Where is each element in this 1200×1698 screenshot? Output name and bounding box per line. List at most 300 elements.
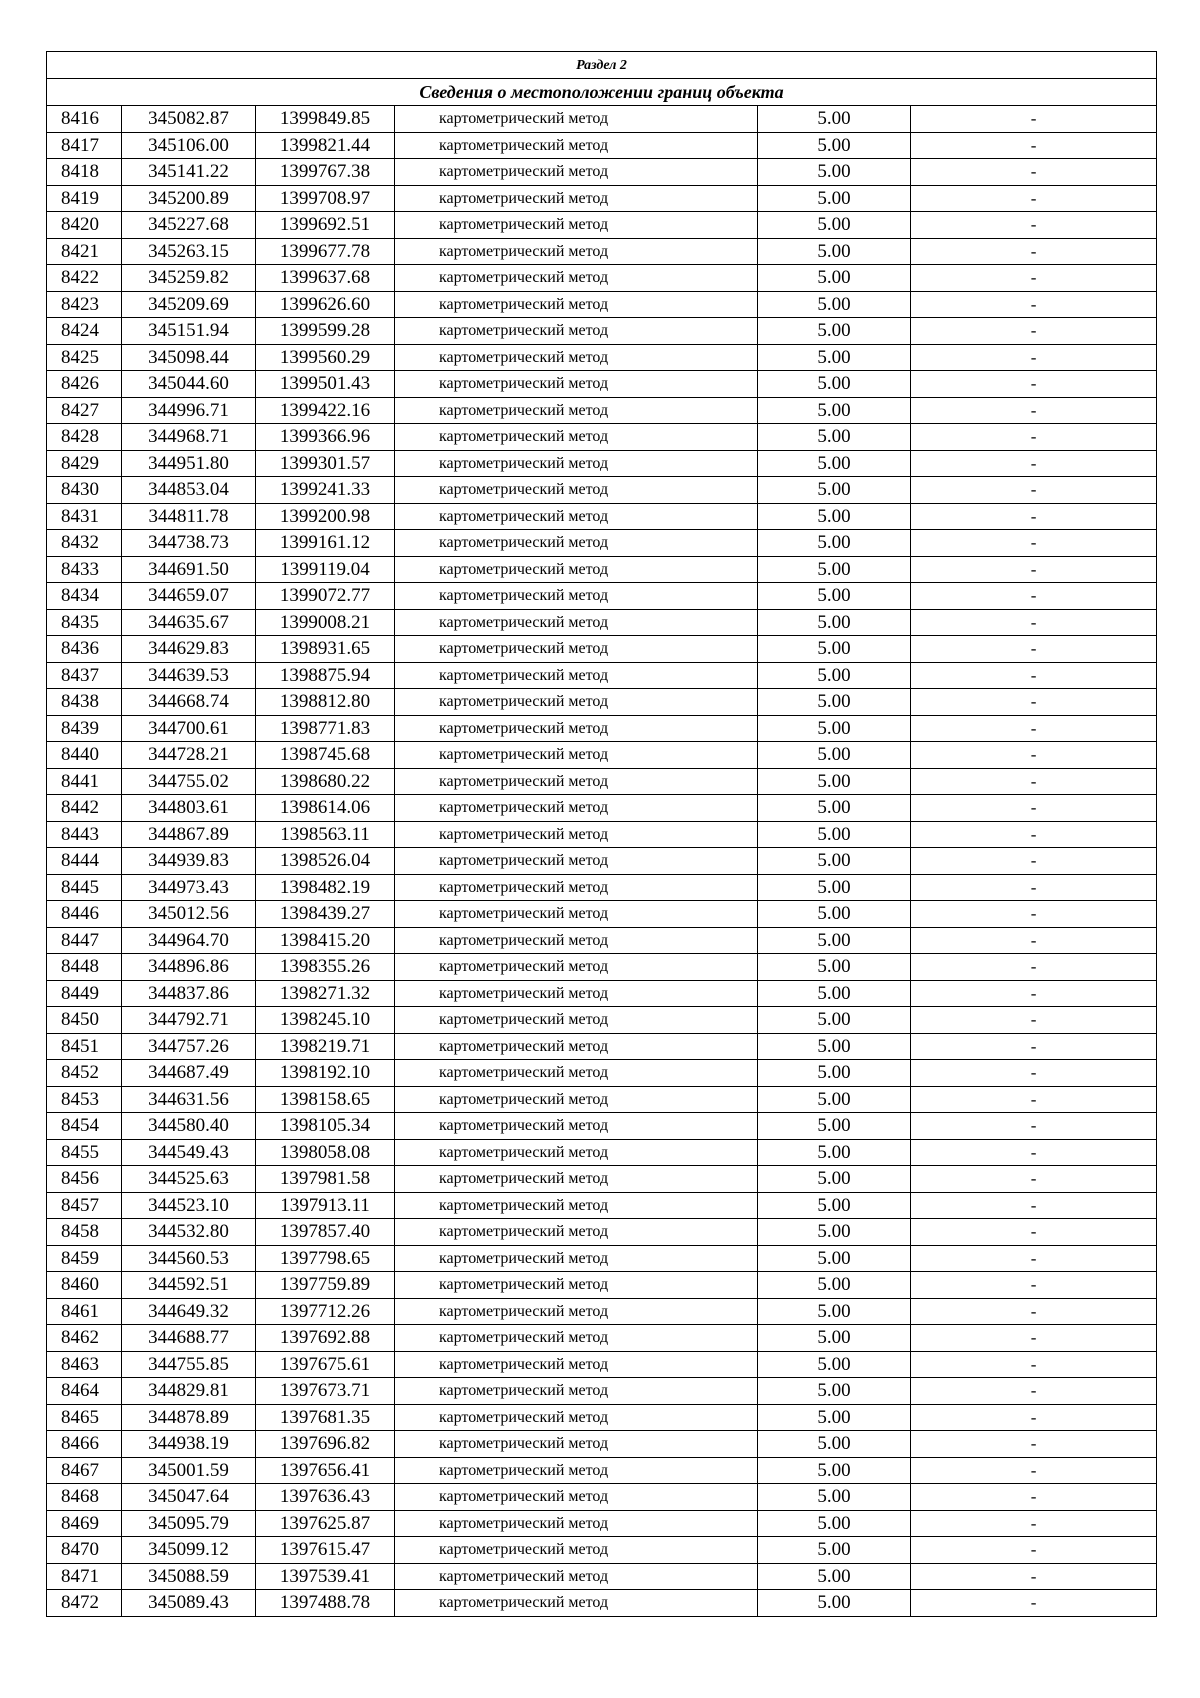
coord-y-cell: 1398680.22 (256, 768, 395, 795)
note-cell: - (911, 265, 1157, 292)
accuracy-cell: 5.00 (758, 556, 911, 583)
method-cell: картометрический метод (395, 583, 758, 610)
coord-y-cell: 1399637.68 (256, 265, 395, 292)
point-number-cell: 8455 (47, 1139, 122, 1166)
point-number-cell: 8454 (47, 1113, 122, 1140)
note-cell: - (911, 636, 1157, 663)
accuracy-cell: 5.00 (758, 1537, 911, 1564)
accuracy-cell: 5.00 (758, 1113, 911, 1140)
point-number-cell: 8438 (47, 689, 122, 716)
method-cell: картометрический метод (395, 1086, 758, 1113)
coord-y-cell: 1398614.06 (256, 795, 395, 822)
table-row (47, 1060, 1157, 1087)
coord-x-cell: 344580.40 (122, 1113, 256, 1140)
table-row (47, 662, 1157, 689)
method-cell: картометрический метод (395, 821, 758, 848)
method-cell: картометрический метод (395, 954, 758, 981)
point-number-cell: 8460 (47, 1272, 122, 1299)
point-number-cell: 8443 (47, 821, 122, 848)
accuracy-cell: 5.00 (758, 450, 911, 477)
method-cell: картометрический метод (395, 318, 758, 345)
accuracy-cell: 5.00 (758, 1033, 911, 1060)
point-number-cell: 8449 (47, 980, 122, 1007)
table-row (47, 106, 1157, 133)
accuracy-cell: 5.00 (758, 503, 911, 530)
coord-y-cell: 1397673.71 (256, 1378, 395, 1405)
point-number-cell: 8433 (47, 556, 122, 583)
point-number-cell: 8440 (47, 742, 122, 769)
point-number-cell: 8427 (47, 397, 122, 424)
coord-y-cell: 1398875.94 (256, 662, 395, 689)
coord-x-cell: 345044.60 (122, 371, 256, 398)
table-row (47, 397, 1157, 424)
point-number-cell: 8424 (47, 318, 122, 345)
note-cell: - (911, 344, 1157, 371)
coord-x-cell: 344811.78 (122, 503, 256, 530)
coord-x-cell: 344700.61 (122, 715, 256, 742)
coord-y-cell: 1398245.10 (256, 1007, 395, 1034)
note-cell: - (911, 1139, 1157, 1166)
table-row (47, 1457, 1157, 1484)
note-cell: - (911, 1457, 1157, 1484)
point-number-cell: 8441 (47, 768, 122, 795)
accuracy-cell: 5.00 (758, 1590, 911, 1617)
coord-y-cell: 1399422.16 (256, 397, 395, 424)
point-number-cell: 8428 (47, 424, 122, 451)
accuracy-cell: 5.00 (758, 1325, 911, 1352)
table-row (47, 1245, 1157, 1272)
coord-y-cell: 1399366.96 (256, 424, 395, 451)
method-cell: картометрический метод (395, 477, 758, 504)
point-number-cell: 8429 (47, 450, 122, 477)
point-number-cell: 8471 (47, 1563, 122, 1590)
note-cell: - (911, 238, 1157, 265)
point-number-cell: 8425 (47, 344, 122, 371)
table-row (47, 1086, 1157, 1113)
coord-y-cell: 1399072.77 (256, 583, 395, 610)
method-cell: картометрический метод (395, 1245, 758, 1272)
accuracy-cell: 5.00 (758, 344, 911, 371)
coord-x-cell: 345001.59 (122, 1457, 256, 1484)
coord-x-cell: 344649.32 (122, 1298, 256, 1325)
method-cell: картометрический метод (395, 609, 758, 636)
accuracy-cell: 5.00 (758, 1139, 911, 1166)
method-cell: картометрический метод (395, 901, 758, 928)
coord-y-cell: 1397798.65 (256, 1245, 395, 1272)
method-cell: картометрический метод (395, 874, 758, 901)
point-number-cell: 8452 (47, 1060, 122, 1087)
accuracy-cell: 5.00 (758, 742, 911, 769)
point-number-cell: 8457 (47, 1192, 122, 1219)
accuracy-cell: 5.00 (758, 132, 911, 159)
coord-x-cell: 345098.44 (122, 344, 256, 371)
coord-x-cell: 345088.59 (122, 1563, 256, 1590)
table-row (47, 1007, 1157, 1034)
accuracy-cell: 5.00 (758, 980, 911, 1007)
table-row (47, 1590, 1157, 1617)
note-cell: - (911, 662, 1157, 689)
table-row (47, 238, 1157, 265)
point-number-cell: 8439 (47, 715, 122, 742)
method-cell: картометрический метод (395, 1590, 758, 1617)
note-cell: - (911, 1086, 1157, 1113)
note-cell: - (911, 185, 1157, 212)
note-cell: - (911, 1007, 1157, 1034)
coord-x-cell: 344631.56 (122, 1086, 256, 1113)
table-row (47, 212, 1157, 239)
coord-y-cell: 1399301.57 (256, 450, 395, 477)
coord-y-cell: 1398192.10 (256, 1060, 395, 1087)
point-number-cell: 8451 (47, 1033, 122, 1060)
method-cell: картометрический метод (395, 556, 758, 583)
table-title-row (47, 79, 1157, 106)
table-row (47, 291, 1157, 318)
coord-x-cell: 345099.12 (122, 1537, 256, 1564)
note-cell: - (911, 901, 1157, 928)
coord-y-cell: 1399200.98 (256, 503, 395, 530)
table-row (47, 927, 1157, 954)
table-row (47, 609, 1157, 636)
method-cell: картометрический метод (395, 1113, 758, 1140)
table-row (47, 742, 1157, 769)
coord-y-cell: 1398271.32 (256, 980, 395, 1007)
method-cell: картометрический метод (395, 927, 758, 954)
accuracy-cell: 5.00 (758, 1245, 911, 1272)
coord-y-cell: 1399241.33 (256, 477, 395, 504)
note-cell: - (911, 927, 1157, 954)
table-row (47, 371, 1157, 398)
table-body (47, 52, 1157, 1617)
method-cell: картометрический метод (395, 424, 758, 451)
accuracy-cell: 5.00 (758, 1404, 911, 1431)
note-cell: - (911, 768, 1157, 795)
point-number-cell: 8431 (47, 503, 122, 530)
point-number-cell: 8456 (47, 1166, 122, 1193)
coord-y-cell: 1398526.04 (256, 848, 395, 875)
table-row (47, 1537, 1157, 1564)
point-number-cell: 8416 (47, 106, 122, 133)
table-row (47, 556, 1157, 583)
coord-x-cell: 344691.50 (122, 556, 256, 583)
table-row (47, 318, 1157, 345)
method-cell: картометрический метод (395, 291, 758, 318)
table-row (47, 1325, 1157, 1352)
method-cell: картометрический метод (395, 397, 758, 424)
coord-y-cell: 1397692.88 (256, 1325, 395, 1352)
coord-y-cell: 1398771.83 (256, 715, 395, 742)
method-cell: картометрический метод (395, 1457, 758, 1484)
coord-x-cell: 345227.68 (122, 212, 256, 239)
point-number-cell: 8430 (47, 477, 122, 504)
note-cell: - (911, 424, 1157, 451)
coord-y-cell: 1398158.65 (256, 1086, 395, 1113)
accuracy-cell: 5.00 (758, 768, 911, 795)
coord-y-cell: 1398415.20 (256, 927, 395, 954)
accuracy-cell: 5.00 (758, 159, 911, 186)
accuracy-cell: 5.00 (758, 477, 911, 504)
coord-x-cell: 344549.43 (122, 1139, 256, 1166)
method-cell: картометрический метод (395, 742, 758, 769)
coord-y-cell: 1399849.85 (256, 106, 395, 133)
method-cell: картометрический метод (395, 1060, 758, 1087)
coord-x-cell: 344973.43 (122, 874, 256, 901)
method-cell: картометрический метод (395, 1431, 758, 1458)
point-number-cell: 8432 (47, 530, 122, 557)
note-cell: - (911, 1060, 1157, 1087)
note-cell: - (911, 583, 1157, 610)
coord-x-cell: 344968.71 (122, 424, 256, 451)
table-row (47, 636, 1157, 663)
point-number-cell: 8459 (47, 1245, 122, 1272)
coord-x-cell: 344755.85 (122, 1351, 256, 1378)
note-cell: - (911, 1219, 1157, 1246)
coord-x-cell: 344532.80 (122, 1219, 256, 1246)
point-number-cell: 8417 (47, 132, 122, 159)
coord-x-cell: 345095.79 (122, 1510, 256, 1537)
note-cell: - (911, 1245, 1157, 1272)
table-row (47, 344, 1157, 371)
note-cell: - (911, 397, 1157, 424)
note-cell: - (911, 1378, 1157, 1405)
accuracy-cell: 5.00 (758, 1484, 911, 1511)
note-cell: - (911, 1537, 1157, 1564)
note-cell: - (911, 556, 1157, 583)
method-cell: картометрический метод (395, 848, 758, 875)
coord-y-cell: 1398812.80 (256, 689, 395, 716)
note-cell: - (911, 1166, 1157, 1193)
point-number-cell: 8463 (47, 1351, 122, 1378)
table-row (47, 821, 1157, 848)
table-row (47, 795, 1157, 822)
note-cell: - (911, 980, 1157, 1007)
note-cell: - (911, 1563, 1157, 1590)
table-row (47, 530, 1157, 557)
table-row (47, 1351, 1157, 1378)
note-cell: - (911, 477, 1157, 504)
coord-y-cell: 1397675.61 (256, 1351, 395, 1378)
coord-x-cell: 345089.43 (122, 1590, 256, 1617)
point-number-cell: 8419 (47, 185, 122, 212)
table-row (47, 980, 1157, 1007)
coord-y-cell: 1399501.43 (256, 371, 395, 398)
table-row (47, 265, 1157, 292)
method-cell: картометрический метод (395, 1404, 758, 1431)
coord-y-cell: 1399119.04 (256, 556, 395, 583)
accuracy-cell: 5.00 (758, 689, 911, 716)
accuracy-cell: 5.00 (758, 662, 911, 689)
accuracy-cell: 5.00 (758, 795, 911, 822)
coord-y-cell: 1397913.11 (256, 1192, 395, 1219)
point-number-cell: 8447 (47, 927, 122, 954)
accuracy-cell: 5.00 (758, 318, 911, 345)
table-row (47, 1139, 1157, 1166)
point-number-cell: 8446 (47, 901, 122, 928)
note-cell: - (911, 1113, 1157, 1140)
coord-y-cell: 1399767.38 (256, 159, 395, 186)
method-cell: картометрический метод (395, 1166, 758, 1193)
table-row (47, 1484, 1157, 1511)
method-cell: картометрический метод (395, 106, 758, 133)
coord-x-cell: 344635.67 (122, 609, 256, 636)
method-cell: картометрический метод (395, 371, 758, 398)
method-cell: картометрический метод (395, 265, 758, 292)
accuracy-cell: 5.00 (758, 371, 911, 398)
accuracy-cell: 5.00 (758, 397, 911, 424)
accuracy-cell: 5.00 (758, 1007, 911, 1034)
coord-x-cell: 344639.53 (122, 662, 256, 689)
note-cell: - (911, 715, 1157, 742)
coord-x-cell: 344755.02 (122, 768, 256, 795)
table-row (47, 715, 1157, 742)
note-cell: - (911, 503, 1157, 530)
coord-x-cell: 345151.94 (122, 318, 256, 345)
coord-x-cell: 345106.00 (122, 132, 256, 159)
method-cell: картометрический метод (395, 689, 758, 716)
method-cell: картометрический метод (395, 1563, 758, 1590)
accuracy-cell: 5.00 (758, 821, 911, 848)
note-cell: - (911, 318, 1157, 345)
table-row (47, 1113, 1157, 1140)
table-row (47, 1298, 1157, 1325)
point-number-cell: 8426 (47, 371, 122, 398)
accuracy-cell: 5.00 (758, 1086, 911, 1113)
accuracy-cell: 5.00 (758, 212, 911, 239)
note-cell: - (911, 742, 1157, 769)
point-number-cell: 8444 (47, 848, 122, 875)
coord-y-cell: 1398058.08 (256, 1139, 395, 1166)
note-cell: - (911, 1510, 1157, 1537)
accuracy-cell: 5.00 (758, 954, 911, 981)
coord-y-cell: 1398219.71 (256, 1033, 395, 1060)
table-row (47, 848, 1157, 875)
point-number-cell: 8422 (47, 265, 122, 292)
coord-x-cell: 344938.19 (122, 1431, 256, 1458)
note-cell: - (911, 954, 1157, 981)
section-title: Раздел 2 (47, 52, 1157, 79)
coord-x-cell: 344853.04 (122, 477, 256, 504)
method-cell: картометрический метод (395, 344, 758, 371)
coord-x-cell: 344592.51 (122, 1272, 256, 1299)
coord-x-cell: 344837.86 (122, 980, 256, 1007)
coord-y-cell: 1399821.44 (256, 132, 395, 159)
note-cell: - (911, 1325, 1157, 1352)
coord-y-cell: 1399692.51 (256, 212, 395, 239)
coord-y-cell: 1397656.41 (256, 1457, 395, 1484)
method-cell: картометрический метод (395, 503, 758, 530)
coord-x-cell: 345047.64 (122, 1484, 256, 1511)
note-cell: - (911, 874, 1157, 901)
coord-y-cell: 1399626.60 (256, 291, 395, 318)
table-row (47, 477, 1157, 504)
note-cell: - (911, 291, 1157, 318)
accuracy-cell: 5.00 (758, 1298, 911, 1325)
table-row (47, 1166, 1157, 1193)
note-cell: - (911, 821, 1157, 848)
table-row (47, 768, 1157, 795)
coord-x-cell: 344939.83 (122, 848, 256, 875)
coord-x-cell: 344738.73 (122, 530, 256, 557)
table-row (47, 424, 1157, 451)
point-number-cell: 8466 (47, 1431, 122, 1458)
note-cell: - (911, 159, 1157, 186)
note-cell: - (911, 106, 1157, 133)
table-row (47, 503, 1157, 530)
table-row (47, 901, 1157, 928)
method-cell: картометрический метод (395, 662, 758, 689)
method-cell: картометрический метод (395, 1219, 758, 1246)
method-cell: картометрический метод (395, 1537, 758, 1564)
accuracy-cell: 5.00 (758, 1192, 911, 1219)
point-number-cell: 8464 (47, 1378, 122, 1405)
coord-x-cell: 344996.71 (122, 397, 256, 424)
accuracy-cell: 5.00 (758, 1060, 911, 1087)
accuracy-cell: 5.00 (758, 530, 911, 557)
coord-x-cell: 344687.49 (122, 1060, 256, 1087)
point-number-cell: 8461 (47, 1298, 122, 1325)
table-row (47, 874, 1157, 901)
coord-y-cell: 1397759.89 (256, 1272, 395, 1299)
coord-x-cell: 344878.89 (122, 1404, 256, 1431)
method-cell: картометрический метод (395, 1192, 758, 1219)
coord-x-cell: 344629.83 (122, 636, 256, 663)
note-cell: - (911, 1484, 1157, 1511)
accuracy-cell: 5.00 (758, 874, 911, 901)
note-cell: - (911, 530, 1157, 557)
accuracy-cell: 5.00 (758, 1272, 911, 1299)
method-cell: картометрический метод (395, 1325, 758, 1352)
accuracy-cell: 5.00 (758, 848, 911, 875)
method-cell: картометрический метод (395, 450, 758, 477)
point-number-cell: 8436 (47, 636, 122, 663)
coord-x-cell: 344688.77 (122, 1325, 256, 1352)
note-cell: - (911, 132, 1157, 159)
table-row (47, 1510, 1157, 1537)
method-cell: картометрический метод (395, 636, 758, 663)
method-cell: картометрический метод (395, 1033, 758, 1060)
note-cell: - (911, 1272, 1157, 1299)
method-cell: картометрический метод (395, 185, 758, 212)
method-cell: картометрический метод (395, 1484, 758, 1511)
method-cell: картометрический метод (395, 1272, 758, 1299)
method-cell: картометрический метод (395, 1298, 758, 1325)
method-cell: картометрический метод (395, 1351, 758, 1378)
coord-y-cell: 1397539.41 (256, 1563, 395, 1590)
coord-x-cell: 345082.87 (122, 106, 256, 133)
coord-y-cell: 1397981.58 (256, 1166, 395, 1193)
accuracy-cell: 5.00 (758, 106, 911, 133)
table-row (47, 689, 1157, 716)
coord-y-cell: 1397488.78 (256, 1590, 395, 1617)
coord-x-cell: 345141.22 (122, 159, 256, 186)
coord-y-cell: 1397712.26 (256, 1298, 395, 1325)
accuracy-cell: 5.00 (758, 238, 911, 265)
coord-x-cell: 344951.80 (122, 450, 256, 477)
coord-y-cell: 1397636.43 (256, 1484, 395, 1511)
method-cell: картометрический метод (395, 159, 758, 186)
note-cell: - (911, 689, 1157, 716)
boundary-table (46, 51, 1157, 1617)
note-cell: - (911, 1431, 1157, 1458)
point-number-cell: 8421 (47, 238, 122, 265)
section-header-row (47, 52, 1157, 79)
coord-x-cell: 344659.07 (122, 583, 256, 610)
coord-x-cell: 344757.26 (122, 1033, 256, 1060)
coord-x-cell: 344525.63 (122, 1166, 256, 1193)
method-cell: картометрический метод (395, 212, 758, 239)
accuracy-cell: 5.00 (758, 1351, 911, 1378)
coord-y-cell: 1397696.82 (256, 1431, 395, 1458)
point-number-cell: 8468 (47, 1484, 122, 1511)
